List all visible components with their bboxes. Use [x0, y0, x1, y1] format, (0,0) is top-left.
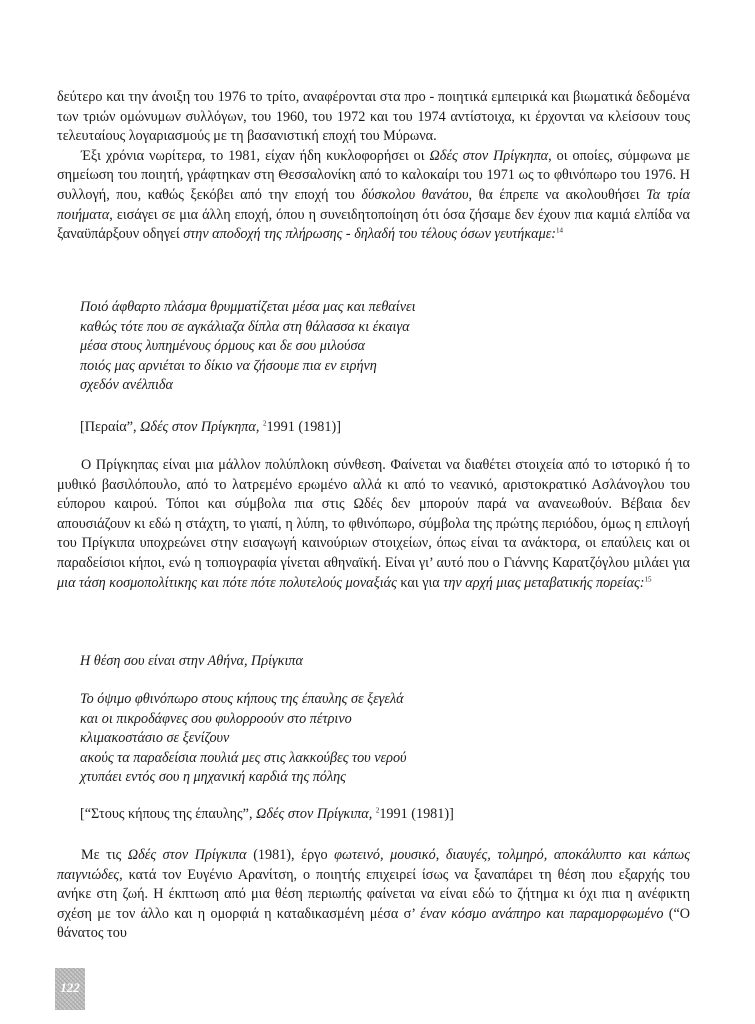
- footnote-ref: 15: [644, 574, 652, 583]
- italic-phrase: την αρχή μιας μεταβατικής πορείας:: [443, 574, 645, 591]
- paragraph-odes-analysis: Με τις Ωδές στον Πρίγκιπα (1981), έργο φωτεινό, μουσικό, διαυγές, τολμηρό, αποκάλυπτο και κάπως παιγνιώδες, κατά τον Ευγένιο Αρανίτση, ο ποιητής επιχειρεί ίσως να ξαναπάρει τη θέση που εξαρχής του ανήκε στη ζωή. Η έκπτωση από μια θέση περιωπής φαίνεται να είναι εδώ το ζήτημα κι όχι πια η ανέφικτη σχέση με τον άλλο και η ομορφιά η καταδικασμένη μέσα σ’ έναν κόσμο ανάπηρο και παραμορφωμένο (“Ο θάνατος του: [57, 847, 691, 942]
- body-text-middle: [57, 456, 690, 593]
- poem-line: μέσα στους λυπημένους όρμους και δε σου μιλούσα: [80, 338, 365, 355]
- italic-phrase: δύσκολου θανάτου: [361, 186, 469, 203]
- paragraph-odes-intro: Έξι χρόνια νωρίτερα, το 1981, είχαν ήδη κυκλοφορήσει οι Ωδές στον Πρίγκηπα, οι οποίες, σύμφωνα με σημείωση του ποιητή, γράφτηκαν στη Θεσσαλονίκη από το καλοκαίρι του 1971 ως το φθινόπωρο του 1976. Η συλλογή, που, καθώς ξεκόβει από την εποχή του δύσκολου θανάτου, θα έπρεπε να ακολουθήσει Τα τρία ποιήματα, εισάγει σε μια άλλη εποχή, όπου η συνειδητοποίηση ότι όσα ζήσαμε δεν έχουν πια καμιά ελπίδα να ξαναϋπάρξουν οδηγεί στην αποδοχή της πλήρωσης - δηλαδή του τέλους όσων γευτήκαμε:$^{14}$: [57, 147, 691, 243]
- poem-line: καθώς τότε που σε αγκάλιαζα δίπλα στη θάλασσα κι έκαιγα: [80, 318, 410, 335]
- poem-line: κλιμακοστάσιο σε ξενίζουν: [80, 730, 230, 747]
- poem-line: Η θέση σου είναι στην Αθήνα, Πρίγκιπα: [80, 653, 303, 669]
- poem-line: ποιός μας αρνιέται το δίκιο να ζήσουμε πια εν ειρήνη: [80, 357, 377, 374]
- book-title: Ωδές στον Πρίγκιπα: [127, 847, 247, 863]
- citation-1: [Περαία”, Ωδές στον Πρίγκηπα, $^2$1991 (1981)]: [80, 419, 341, 435]
- body-text-top: [57, 88, 690, 245]
- poem-excerpt-1: [80, 298, 680, 396]
- poem-line: ακούς τα παραδείσια πουλιά μες στις λακκούβες του νερού: [80, 749, 407, 766]
- poem-excerpt-2-heading: [80, 652, 680, 672]
- footnote-ref: 14: [556, 226, 564, 235]
- paragraph-prince: Ο Πρίγκηπας είναι μια μάλλον πολύπλοκη σύνθεση. Φαίνεται να διαθέτει στοιχεία από το ιστορικό ή το μυθικό βασιλόπουλο, από το λατρεμένο ερωμένο αλλά κι από το νεανικό, αριστοκρατικό Ασλάνογλου του εύπορου καιρού. Τόποι και σύμβολα πια στις Ωδές δεν μπορούν παρά να ανανεωθούν. Βέβαια δεν απουσιάζουν κι εδώ η στάχτη, το γιαπί, η λύπη, το φθινόπωρο, σύμβολα της πρώτης περιόδου, όμως η επιλογή του Πρίγκιπα υποχρεώνει στην εισαγωγή καινούριων στοιχείων, όπως είναι τα ανάκτορα, οι επαύλεις και οι παραδείσιοι κήποι, ενώ η τοπιογραφία γίνεται αθηναϊκή. Είναι γι’ αυτό που ο Γιάννης Καρατζόγλου μιλάει για μια τάση κοσμοπολίτικης και πότε πότε πολυτελούς μοναξιάς και για την αρχή μιας μεταβατικής πορείας:$^{15}$: [57, 457, 690, 591]
- italic-phrase: στην αποδοχή της πλήρωσης - δηλαδή του τέλους όσων γευτήκαμε:: [183, 226, 557, 243]
- poem-line: χτυπάει εντός σου η μηχανική καρδιά της πόλης: [80, 769, 346, 786]
- body-text-bottom: [57, 846, 690, 944]
- poem-line: Ποιό άφθαρτο πλάσμα θρυμματίζεται μέσα μας και πεθαίνει: [80, 299, 416, 315]
- book-title: Ωδές στον Πρίγκηπα: [429, 147, 549, 164]
- poem-line: και οι πικροδάφνες σου φυλορροούν στο πέτρινο: [80, 710, 352, 727]
- italic-phrase: μια τάση κοσμοπολίτικης και πότε πότε πολυτελούς μοναξιάς: [57, 574, 397, 591]
- italic-phrase: φωτεινό, μουσικό, διαυγές, τολμηρό, αποκάλυπτο και κάπως παιγνιώδες: [57, 847, 691, 883]
- poem-line: σχεδόν ανέλπιδα: [80, 377, 173, 394]
- book-title: Τα τρία ποιήματα: [57, 186, 691, 223]
- italic-phrase: έναν κόσμο ανάπηρο και παραμορφωμένο: [420, 905, 664, 922]
- paragraph-continuation: δεύτερο και την άνοιξη του 1976 το τρίτο, αναφέρονται στα προ - ποιητικά εμπειρικά και βιωματικά δεδομένα των τριών ομώνυμων συλλόγων, του 1960, του 1972 και του 1974 αντίστοιχα, κι έρχονται να κλείσουν τους τελευταίους λογαριασμούς με τη βασανιστική εποχή του Μύρωνα.: [57, 89, 690, 145]
- poem-excerpt-2: [80, 690, 680, 788]
- page-number: 122: [55, 968, 85, 1010]
- poem-line: Το όψιμο φθινόπωρο στους κήπους της έπαυλης σε ξεγελά: [80, 691, 404, 707]
- citation-2: [“Στους κήπους της έπαυλης”, Ωδές στον Πρίγκιπα, $^2$1991 (1981)]: [80, 806, 454, 822]
